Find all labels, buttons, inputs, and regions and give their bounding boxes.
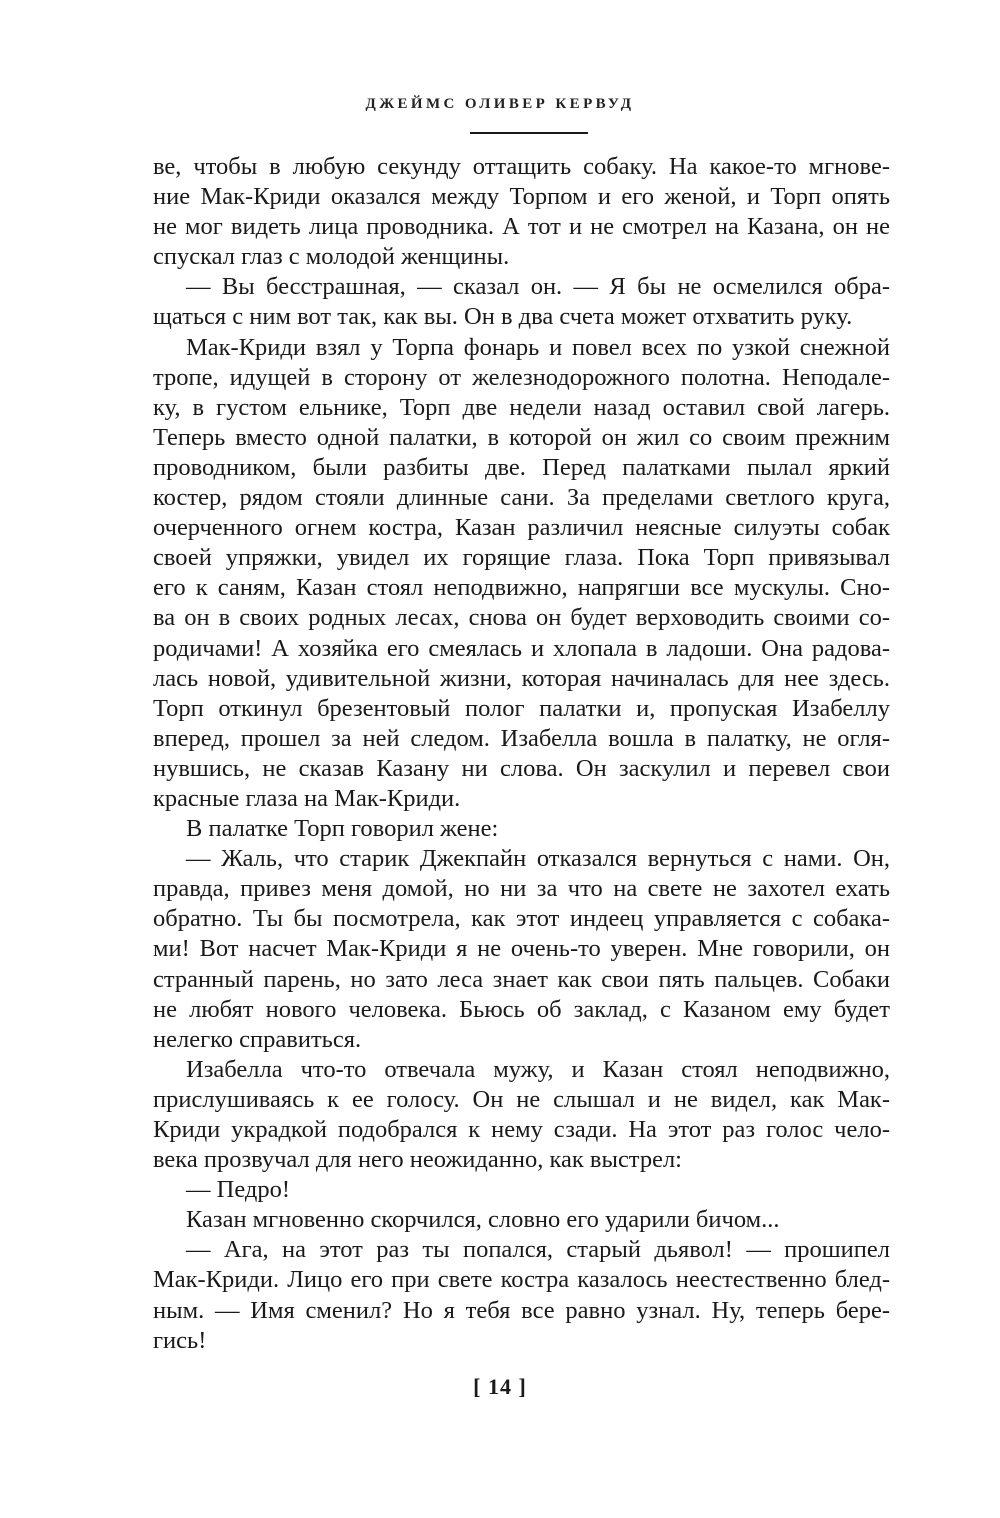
text-line: ва он в своих родных лесах, снова он будет верховодить своими со- bbox=[153, 604, 890, 632]
text-line: Криди украдкой подобрался к нему сзади. На этот раз голос чело- bbox=[153, 1116, 890, 1143]
text-line: нувшись, не сказав Казану ни слова. Он заскулил и перевел свои bbox=[153, 754, 890, 782]
text-line: очерченного огнем костра, Казан различил неясные силуэты собак bbox=[153, 514, 890, 542]
text-line: его к саням, Казан стоял неподвижно, напрягши все мускулы. Сно- bbox=[153, 574, 890, 602]
text-line: — Педро! bbox=[186, 1176, 290, 1204]
text-line: В палатке Торп говорил жене: bbox=[186, 815, 499, 843]
running-head-author: ДЖЕЙМС ОЛИВЕР КЕРВУД bbox=[365, 96, 635, 112]
header-rule bbox=[470, 132, 588, 134]
text-line: Мак-Криди взял у Торпа фонарь и повел всех по узкой снежной bbox=[186, 333, 890, 361]
text-line: Торп откинул брезентовый полог палатки и, пропуская Изабеллу bbox=[153, 694, 890, 722]
text-line: прислушиваясь к ее голосу. Он не слышал и не видел, как Мак- bbox=[153, 1085, 890, 1113]
text-line: странный парень, но зато леса знает как свои пять пальцев. Собаки bbox=[153, 965, 890, 993]
text-line: спускал глаз с молодой женщины. bbox=[153, 243, 510, 271]
text-line: щаться с ним вот так, как вы. Он в два счета может отхватить руку. bbox=[153, 303, 853, 331]
text-line: гись! bbox=[153, 1326, 207, 1354]
text-line: ве, чтобы в любую секунду оттащить собаку. На какое-то мгнове- bbox=[153, 153, 890, 180]
text-line: Мак-Криди. Лицо его при свете костра казалось неестественно блед- bbox=[153, 1266, 890, 1294]
text-line: ми! Вот насчет Мак-Криди я не очень-то уверен. Мне говорили, он bbox=[153, 935, 890, 963]
text-line: Изабелла что-то отвечала мужу, и Казан стоял неподвижно, bbox=[186, 1055, 890, 1083]
text-line: родичами! А хозяйка его смеялась и хлопала в ладоши. Она радова- bbox=[153, 634, 890, 662]
text-line: века прозвучал для него неожиданно, как выстрел: bbox=[153, 1146, 682, 1174]
text-line: нелегко справиться. bbox=[153, 1025, 362, 1053]
text-line: ку, в густом ельнике, Торп две недели назад оставил свой лагерь. bbox=[153, 393, 890, 421]
text-line: своей упряжки, увидел их горящие глаза. Пока Торп привязывал bbox=[153, 544, 890, 572]
text-line: красные глаза на Мак-Криди. bbox=[153, 784, 461, 812]
text-line: тропе, идущей в сторону от железнодорожного полотна. Неподале- bbox=[153, 363, 890, 391]
text-line: Казан мгновенно скорчился, словно его ударили бичом... bbox=[186, 1206, 780, 1234]
text-line: не любят нового человека. Бьюсь об заклад, с Казаном ему будет bbox=[153, 995, 890, 1023]
text-line: ние Мак-Криди оказался между Торпом и его женой, и Торп опять bbox=[153, 183, 890, 211]
text-line: правда, привез меня домой, но ни за что на свете не захотел ехать bbox=[153, 875, 890, 903]
text-line: — Жаль, что старик Джекпайн отказался вернуться с нами. Он, bbox=[186, 845, 890, 873]
text-line: — Ага, на этот раз ты попался, старый дьявол! — прошипел bbox=[186, 1236, 890, 1264]
text-line: вперед, прошел за ней следом. Изабелла вошла в палатку, не огля- bbox=[153, 724, 890, 752]
text-line: не мог видеть лица проводника. А тот и не смотрел на Казана, он не bbox=[153, 213, 890, 241]
text-line: — Вы бесстрашная, — сказал он. — Я бы не осмелился обра- bbox=[186, 273, 890, 301]
text-line: проводником, были разбиты две. Перед палатками пылал яркий bbox=[153, 453, 890, 481]
page-number: [ 14 ] bbox=[473, 1374, 527, 1399]
text-line: костер, рядом стояли длинные сани. За пределами светлого круга, bbox=[153, 484, 890, 512]
main-text bbox=[153, 152, 890, 1356]
text-line: Теперь вместо одной палатки, в которой он жил со своим прежним bbox=[153, 423, 890, 451]
text-line: ным. — Имя сменил? Но я тебя все равно узнал. Ну, теперь бере- bbox=[153, 1296, 890, 1324]
text-line: лась новой, удивительной жизни, которая начиналась для нее здесь. bbox=[153, 664, 890, 692]
text-line: обратно. Ты бы посмотрела, как этот индеец управляется с собака- bbox=[153, 905, 890, 933]
